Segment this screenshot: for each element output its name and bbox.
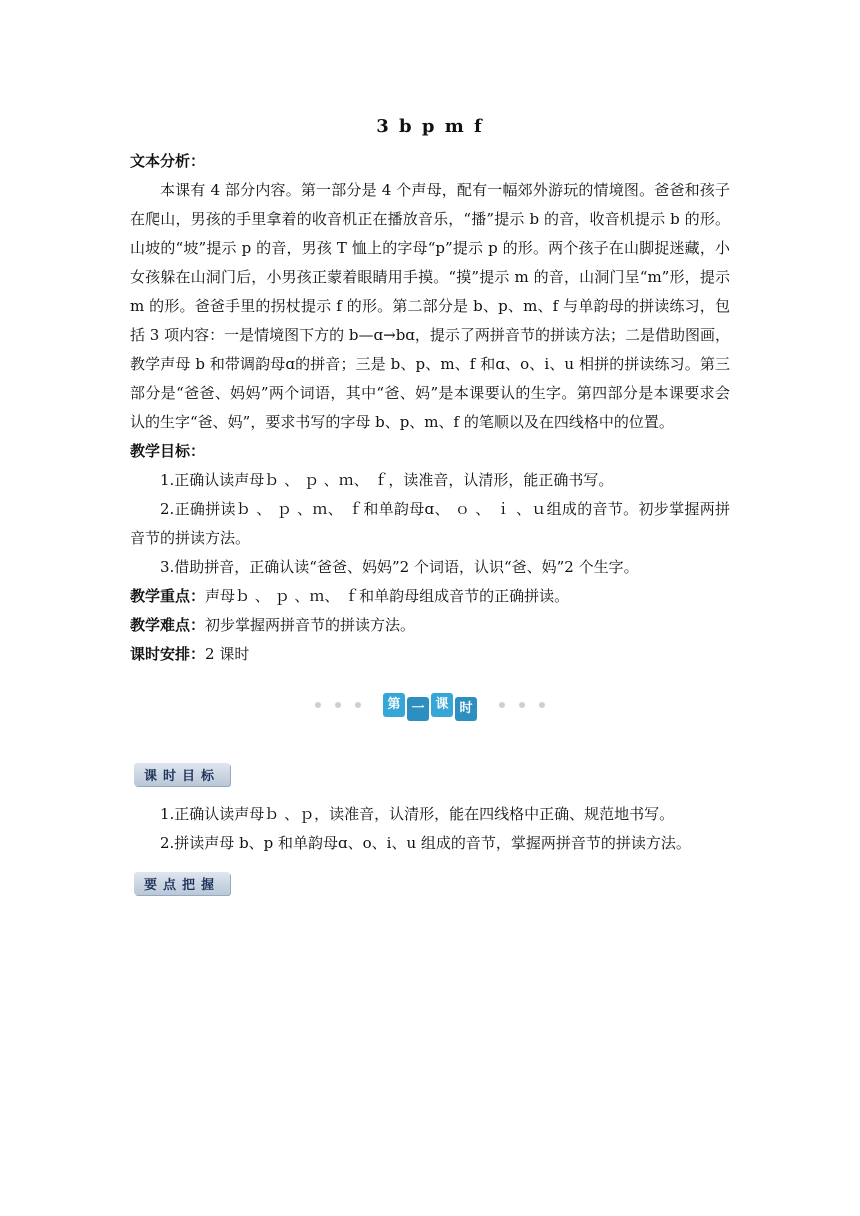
- key-point-text: 声母ｂ 、 ｐ 、ｍ、 ｆ和单韵母组成音节的正确拼读。: [205, 587, 570, 605]
- objectives-heading: 教学目标：: [130, 442, 206, 460]
- key-grasp-tag: 要点把握: [134, 872, 230, 895]
- decorative-dot: [315, 702, 321, 708]
- text-analysis-body: 本课有 4 部分内容。第一部分是 4 个声母，配有一幅郊外游玩的情境图。爸爸和孩子在爬山，男孩的手里拿着的收音机正在播放音乐，“播”提示 b 的音，收音机提示 b 的形。山坡的“坡”提示 p 的音，男孩 T 恤上的字母“p”提示 p 的形。两个孩子在山脚捉迷藏，小女孩躲在山洞门后，小男孩正蒙着眼睛用手摸。“摸”提示 m 的音，山洞门呈“m”形，提示 m 的形。爸爸手里的拐杖提示 f 的形。第二部分是 b、p、m、f 与单韵母的拼读练习，包括 3 项内容：一是情境图下方的 b—ɑ→bɑ，提示了两拼音节的拼读方法；二是借助图画，教学声母 b 和带调韵母ɑ的拼音；三是 b、p、m、f 和ɑ、o、i、u 相拼的拼读练习。第三部分是“爸爸、妈妈”两个词语，其中“爸、妈”是本课要认的生字。第四部分是本课要求会认的生字“爸、妈”，要求书写的字母 b、p、m、f 的笔顺以及在四线格中的位置。: [130, 181, 730, 431]
- objective-item: 1.正确认读声母ｂ 、 ｐ 、ｍ、 ｆ，读准音，认清形，能正确书写。: [160, 471, 614, 489]
- key-point-label: 教学重点：: [130, 587, 206, 605]
- lesson-plan-content: [130, 116, 730, 895]
- badge-char: 一: [407, 697, 429, 721]
- lesson-banner: [130, 687, 730, 723]
- page-title: 3 b p m f: [376, 116, 484, 137]
- first-lesson-badge: [383, 693, 477, 717]
- schedule-label: 课时安排：: [130, 645, 206, 663]
- decorative-dot: [355, 702, 361, 708]
- text-analysis-heading: 文本分析：: [130, 152, 206, 170]
- schedule-text: 2 课时: [205, 645, 250, 663]
- lesson-goals-tag: 课时目标: [134, 763, 230, 786]
- schedule-row: [130, 640, 730, 669]
- difficulty-text: 初步掌握两拼音节的拼读方法。: [205, 616, 416, 634]
- badge-char: 课: [431, 693, 453, 717]
- badge-char: 时: [455, 697, 477, 721]
- difficulty-row: [130, 611, 730, 640]
- lesson-goal-item: 1.正确认读声母ｂ 、ｐ，读准音，认清形，能在四线格中正确、规范地书写。: [160, 805, 675, 823]
- objective-item: 2.正确拼读ｂ 、 ｐ 、ｍ、 ｆ和单韵母ɑ、 ｏ 、 ｉ 、ｕ组成的音节。初步掌握两拼音节的拼读方法。: [130, 500, 730, 547]
- key-point-row: [130, 582, 730, 611]
- decorative-dot: [539, 702, 545, 708]
- lesson-goal-item: 2.拼读声母 b、p 和单韵母ɑ、o、i、u 组成的音节，掌握两拼音节的拼读方法。: [160, 834, 691, 852]
- decorative-dot: [335, 702, 341, 708]
- decorative-dot: [499, 702, 505, 708]
- objective-item: 3.借助拼音，正确认读“爸爸、妈妈”2 个词语，认识“爸、妈”2 个生字。: [160, 558, 639, 576]
- badge-char: 第: [383, 693, 405, 717]
- decorative-dot: [519, 702, 525, 708]
- difficulty-label: 教学难点：: [130, 616, 206, 634]
